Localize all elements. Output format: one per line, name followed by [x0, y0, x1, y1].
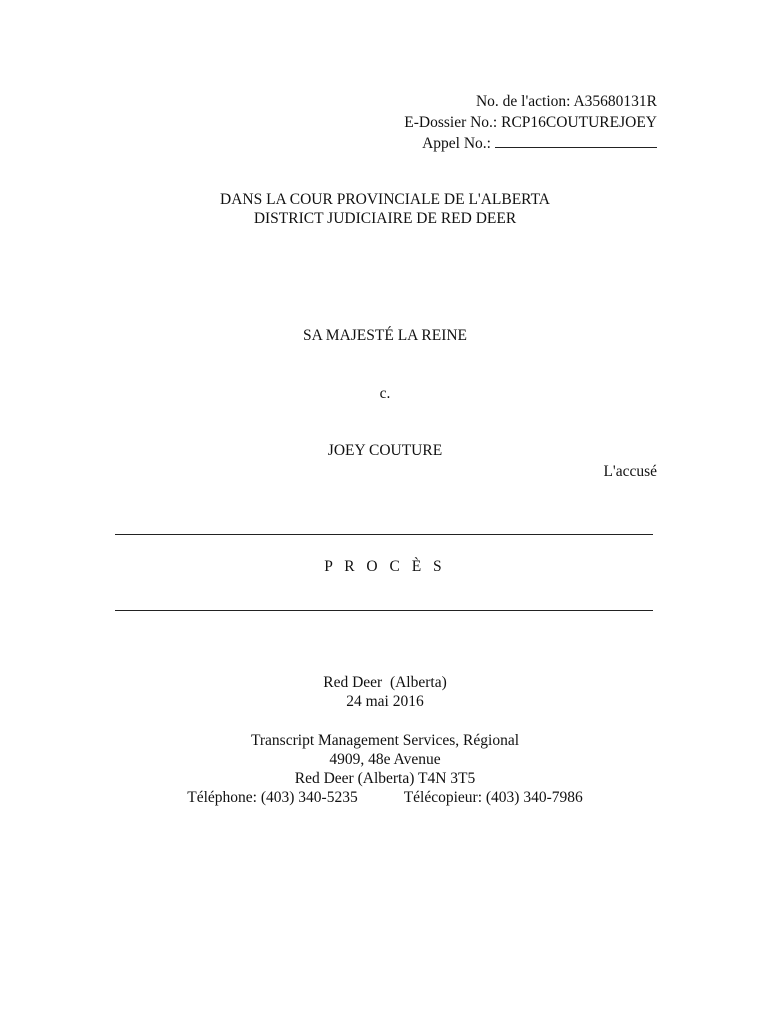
top-divider — [115, 534, 653, 535]
transcriber-street: 4909, 48e Avenue — [329, 751, 441, 768]
appeal-number-blank — [495, 134, 657, 148]
date: 24 mai 2016 — [346, 693, 424, 710]
transcriber-name: Transcript Management Services, Régional — [250, 732, 520, 749]
transcriber-contact — [0, 788, 770, 808]
phone-number: Téléphone: (403) 340-5235 — [187, 789, 358, 806]
transcriber-city: Red Deer (Alberta) T4N 3T5 — [294, 770, 476, 787]
fax-number: Télécopieur: (403) 340-7986 — [403, 789, 583, 806]
appeal-number-line — [422, 134, 657, 154]
appeal-number-label: Appel No.: — [422, 135, 491, 152]
action-number: No. de l'action: A35680131R — [475, 93, 657, 110]
bottom-divider — [115, 610, 653, 611]
crown-party: SA MAJESTÉ LA REINE — [302, 327, 468, 344]
edossier-number: E-Dossier No.: RCP16COUTUREJOEY — [404, 114, 657, 131]
accused-name: JOEY COUTURE — [327, 442, 443, 459]
court-name: DANS LA COUR PROVINCIALE DE L'ALBERTA — [220, 191, 550, 208]
judicial-district: DISTRICT JUDICIAIRE DE RED DEER — [253, 210, 517, 227]
document-title: P R O C È S — [324, 558, 446, 575]
versus-label: c. — [379, 385, 391, 402]
accused-role: L'accusé — [603, 463, 657, 480]
place: Red Deer (Alberta) — [323, 674, 447, 691]
